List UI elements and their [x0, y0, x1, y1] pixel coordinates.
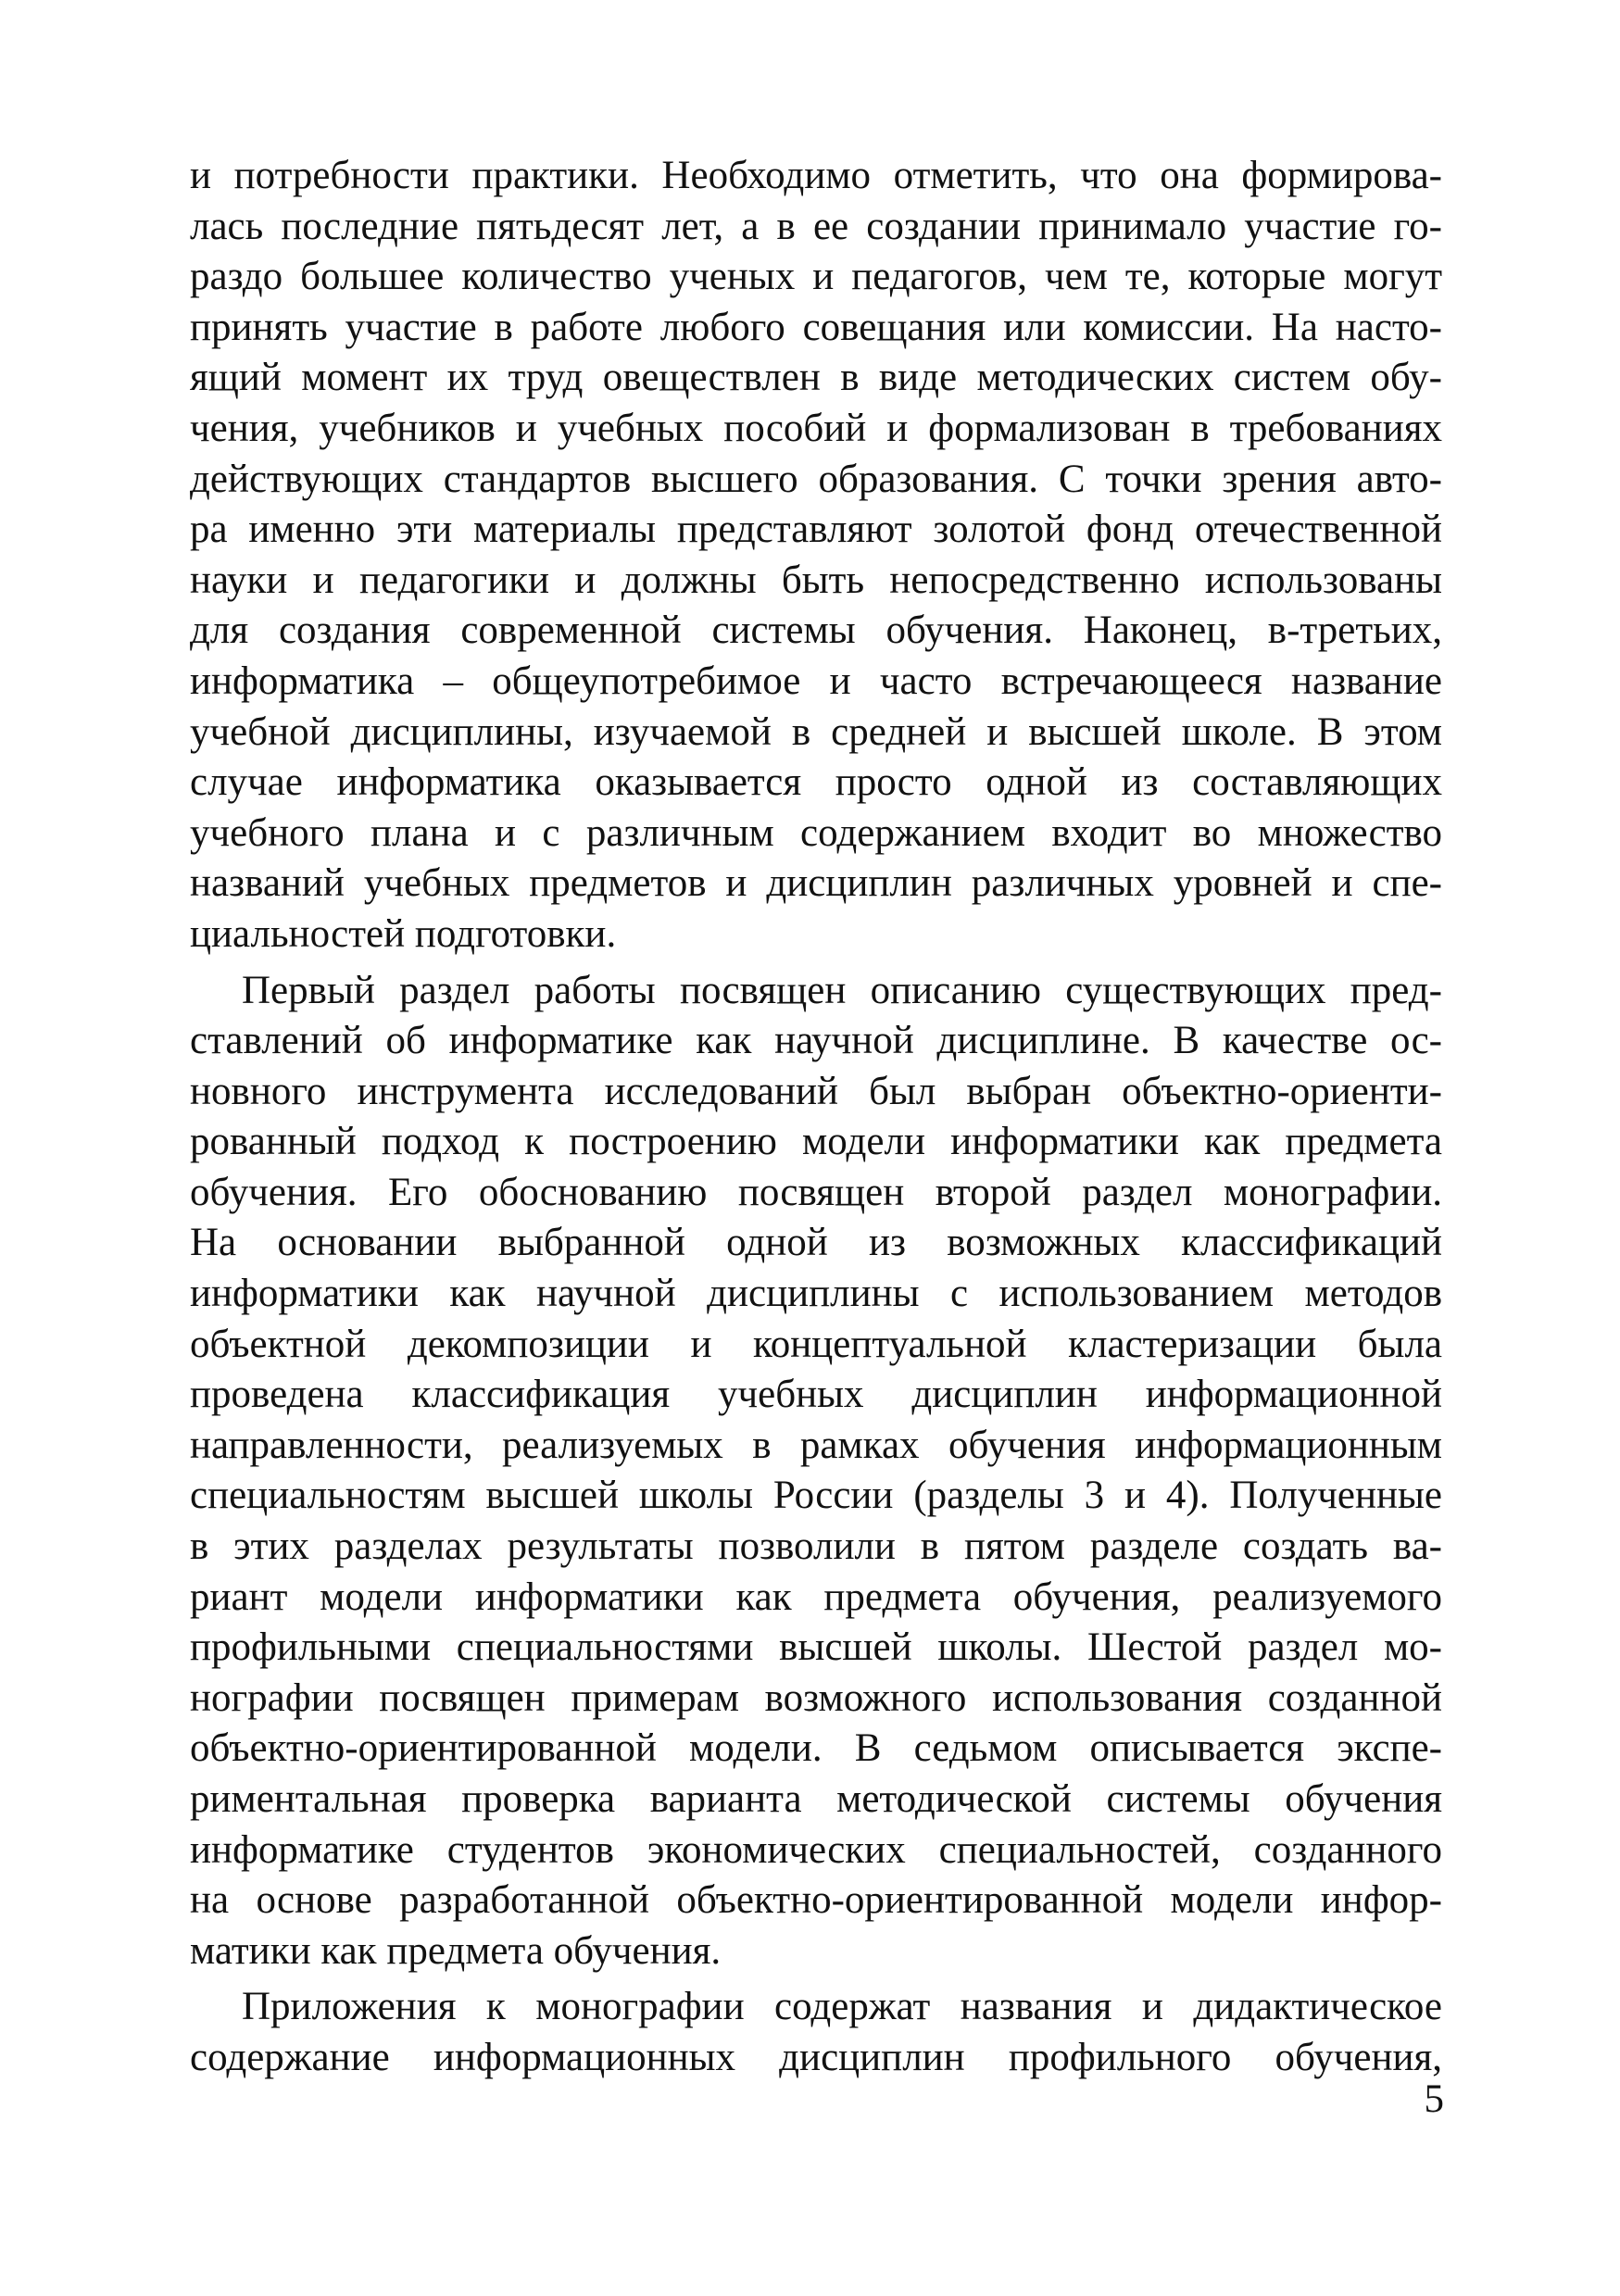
text-line: учебного плана и с различным содержанием входит во множество	[190, 810, 1442, 855]
text-line: новного инструмента исследований был выбран объектно-ориенти-	[190, 1069, 1442, 1113]
text-line: специальностям высшей школы России (разделы 3 и 4). Полученные	[190, 1474, 1442, 1518]
text-line: На основании выбранной одной из возможных классификаций	[190, 1221, 1442, 1265]
text-line: Приложения к монографии содержат названия и дидактическое	[242, 1985, 1442, 2029]
page-number: 5	[1424, 2077, 1444, 2121]
text-line: случае информатика оказывается просто одной из составляющих	[190, 760, 1442, 805]
text-line: содержание информационных дисциплин профильного обучения,	[190, 2035, 1442, 2079]
paragraph-2	[190, 966, 1442, 1977]
text-line: профильными специальностями высшей школы. Шестой раздел мо-	[190, 1625, 1442, 1670]
text-line: направленности, реализуемых в рамках обучения информационным	[190, 1423, 1442, 1467]
text-line: чения, учебников и учебных пособий и формализован в требованиях	[190, 406, 1442, 450]
text-line: циальностей подготовки.	[190, 911, 617, 956]
text-line: проведена классификация учебных дисциплин информационной	[190, 1373, 1442, 1417]
text-line: ящий момент их труд овеществлен в виде методических систем обу-	[190, 356, 1442, 400]
text-line: объектной декомпозиции и концептуальной кластеризации была	[190, 1322, 1442, 1366]
text-line: в этих разделах результаты позволили в пятом разделе создать ва-	[190, 1524, 1442, 1569]
text-line: действующих стандартов высшего образования. С точки зрения авто-	[190, 457, 1442, 501]
text-line: науки и педагогики и должны быть непосредственно использованы	[190, 558, 1442, 602]
text-line: информатика – общеупотребимое и часто встречающееся название	[190, 659, 1442, 703]
text-line: и потребности практики. Необходимо отметить, что она формирова-	[190, 154, 1442, 197]
text-line: названий учебных предметов и дисциплин различных уровней и спе-	[190, 861, 1442, 906]
text-line: риант модели информатики как предмета обучения, реализуемого	[190, 1575, 1442, 1619]
text-line: ставлений об информатике как научной дисциплине. В качестве ос-	[190, 1019, 1442, 1063]
text-line: информатике студентов экономических специальностей, созданного	[190, 1827, 1442, 1872]
paragraph-1	[190, 151, 1442, 960]
text-line: лась последние пятьдесят лет, а в ее создании принимало участие го-	[190, 204, 1442, 248]
text-line: риментальная проверка варианта методической системы обучения	[190, 1777, 1442, 1821]
text-line: учебной дисциплины, изучаемой в средней и высшей школе. В этом	[190, 709, 1442, 754]
text-line: ра именно эти материалы представляют золотой фонд отечественной	[190, 508, 1442, 552]
text-line: матики как предмета обучения.	[190, 1928, 722, 1973]
text-line: Первый раздел работы посвящен описанию существующих пред-	[242, 968, 1442, 1012]
text-line: обучения. Его обоснованию посвящен второй раздел монографии.	[190, 1170, 1442, 1214]
text-line: нографии посвящен примерам возможного использования созданной	[190, 1675, 1442, 1720]
body-text	[190, 151, 1442, 2084]
text-line: информатики как научной дисциплины с использованием методов	[190, 1272, 1442, 1316]
text-line: на основе разработанной объектно-ориентированной модели инфор-	[190, 1878, 1442, 1923]
text-line: принять участие в работе любого совещания или комиссии. На насто-	[190, 305, 1442, 349]
paragraph-3	[190, 1982, 1442, 2083]
text-line: для создания современной системы обучения. Наконец, в-третьих,	[190, 609, 1442, 653]
text-line: объектно-ориентированной модели. В седьмом описывается экспе-	[190, 1726, 1442, 1771]
text-line: рованный подход к построению модели информатики как предмета	[190, 1120, 1442, 1164]
text-line: раздо большее количество ученых и педагогов, чем те, которые могут	[190, 255, 1442, 299]
